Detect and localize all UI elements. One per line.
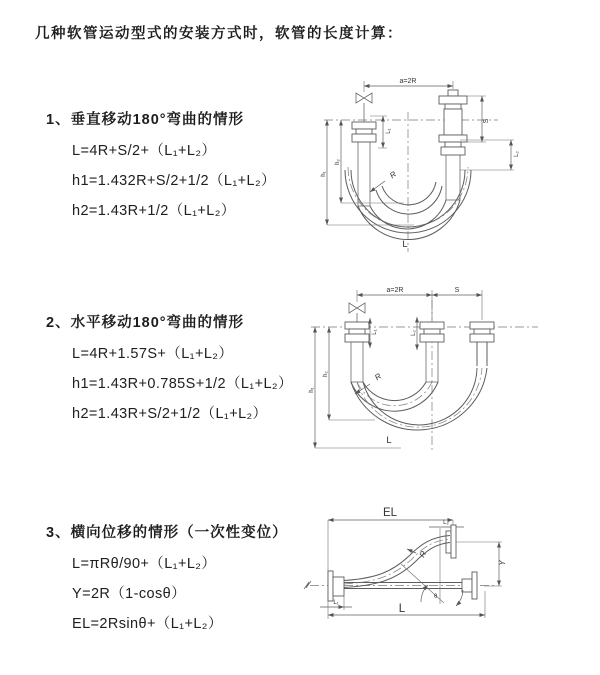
extension-lines-l1 <box>370 116 387 148</box>
section-3-formulas <box>72 547 316 637</box>
extension-lines <box>357 290 482 320</box>
formula-y: Y=2R（1-cosθ） <box>72 585 186 602</box>
dim-label-l1: L₁ <box>372 329 378 335</box>
dim-label-l2: L₂ <box>411 330 417 336</box>
diagram-horizontal-180 <box>303 280 600 460</box>
dim-label-l2: L₂ <box>443 520 449 526</box>
diagram-lateral-displacement <box>298 498 600 648</box>
formula-length: L=4R+S/2+（L₁+L₂） <box>72 142 217 159</box>
right-flange-assembly <box>439 90 467 155</box>
dim-label-y: Y <box>498 560 507 566</box>
braided-hose-right <box>446 155 460 200</box>
dim-label-l2: L₂ <box>514 151 520 157</box>
dim-label-l1: L₁ <box>333 600 339 606</box>
section-2-heading: 2、水平移动180°弯曲的情形 <box>46 315 245 331</box>
extension-lines-l2 <box>460 140 514 170</box>
radius-label: R <box>388 169 399 181</box>
formula-h1: h1=1.432R+S/2+1/2（L₁+L₂） <box>72 172 276 189</box>
right-pipe-walls <box>477 342 487 366</box>
dim-label-h2: h₂ <box>335 159 341 165</box>
dim-label-l: L <box>398 603 406 615</box>
section-horizontal-movement <box>46 311 316 427</box>
section-1-heading: 1、垂直移动180°弯曲的情形 <box>46 112 245 128</box>
hose-arcs <box>351 368 487 430</box>
left-flange <box>345 322 369 342</box>
section-lateral-displacement <box>46 521 316 637</box>
dim-label-a: a=2R <box>386 287 404 294</box>
dim-label-h1: h₁ <box>309 387 315 393</box>
centerline-break-mark <box>304 581 311 589</box>
length-label: L <box>402 239 408 250</box>
formula-h2: h2=1.43R+S/2+1/2（L₁+L₂） <box>72 405 268 422</box>
section-3-heading: 3、横向位移的情形（一次性变位） <box>46 525 288 541</box>
upper-flange <box>446 525 456 558</box>
right-flange <box>470 322 494 342</box>
hose-s-curve <box>344 536 450 588</box>
diagram-vertical-180 <box>308 70 598 256</box>
formula-el: EL=2Rsinθ+（L₁+L₂） <box>72 615 223 632</box>
formula-h1: h1=1.43R+0.785S+1/2（L₁+L₂） <box>72 375 293 392</box>
radius-leader <box>370 181 385 192</box>
formula-length: L=4R+1.57S+（L₁+L₂） <box>72 345 234 362</box>
formula-length: L=πRθ/90+（L₁+L₂） <box>72 555 217 572</box>
dim-label-s: S <box>483 118 490 124</box>
dim-label-l1: L₁ <box>386 128 392 134</box>
section-vertical-movement <box>46 108 316 224</box>
length-label: L <box>386 435 392 446</box>
valve-icon <box>349 303 365 313</box>
dim-label-el: EL <box>382 507 398 519</box>
braided-hose-left <box>351 342 363 382</box>
left-flange <box>352 122 376 142</box>
dim-label-h2: h₂ <box>323 371 329 377</box>
right-flange <box>462 572 477 599</box>
radius-label: R <box>417 549 429 559</box>
dim-label-a: a=2R <box>399 78 417 85</box>
angle-label: θ <box>434 594 438 600</box>
section-1-formulas <box>72 134 316 224</box>
left-flange <box>328 571 344 601</box>
section-2-formulas <box>72 337 316 427</box>
dim-label-h1: h₁ <box>321 171 327 177</box>
braided-hose-left <box>358 142 370 206</box>
dim-label-s: S <box>454 287 460 294</box>
middle-flange <box>420 322 444 342</box>
formula-h2: h2=1.43R+1/2（L₁+L₂） <box>72 202 236 219</box>
radius-label: R <box>373 371 384 383</box>
radius-diagonal-line <box>401 564 444 603</box>
valve-icon <box>356 93 372 103</box>
page-title: 几种软管运动型式的安装方式时，软管的长度计算： <box>35 26 403 42</box>
